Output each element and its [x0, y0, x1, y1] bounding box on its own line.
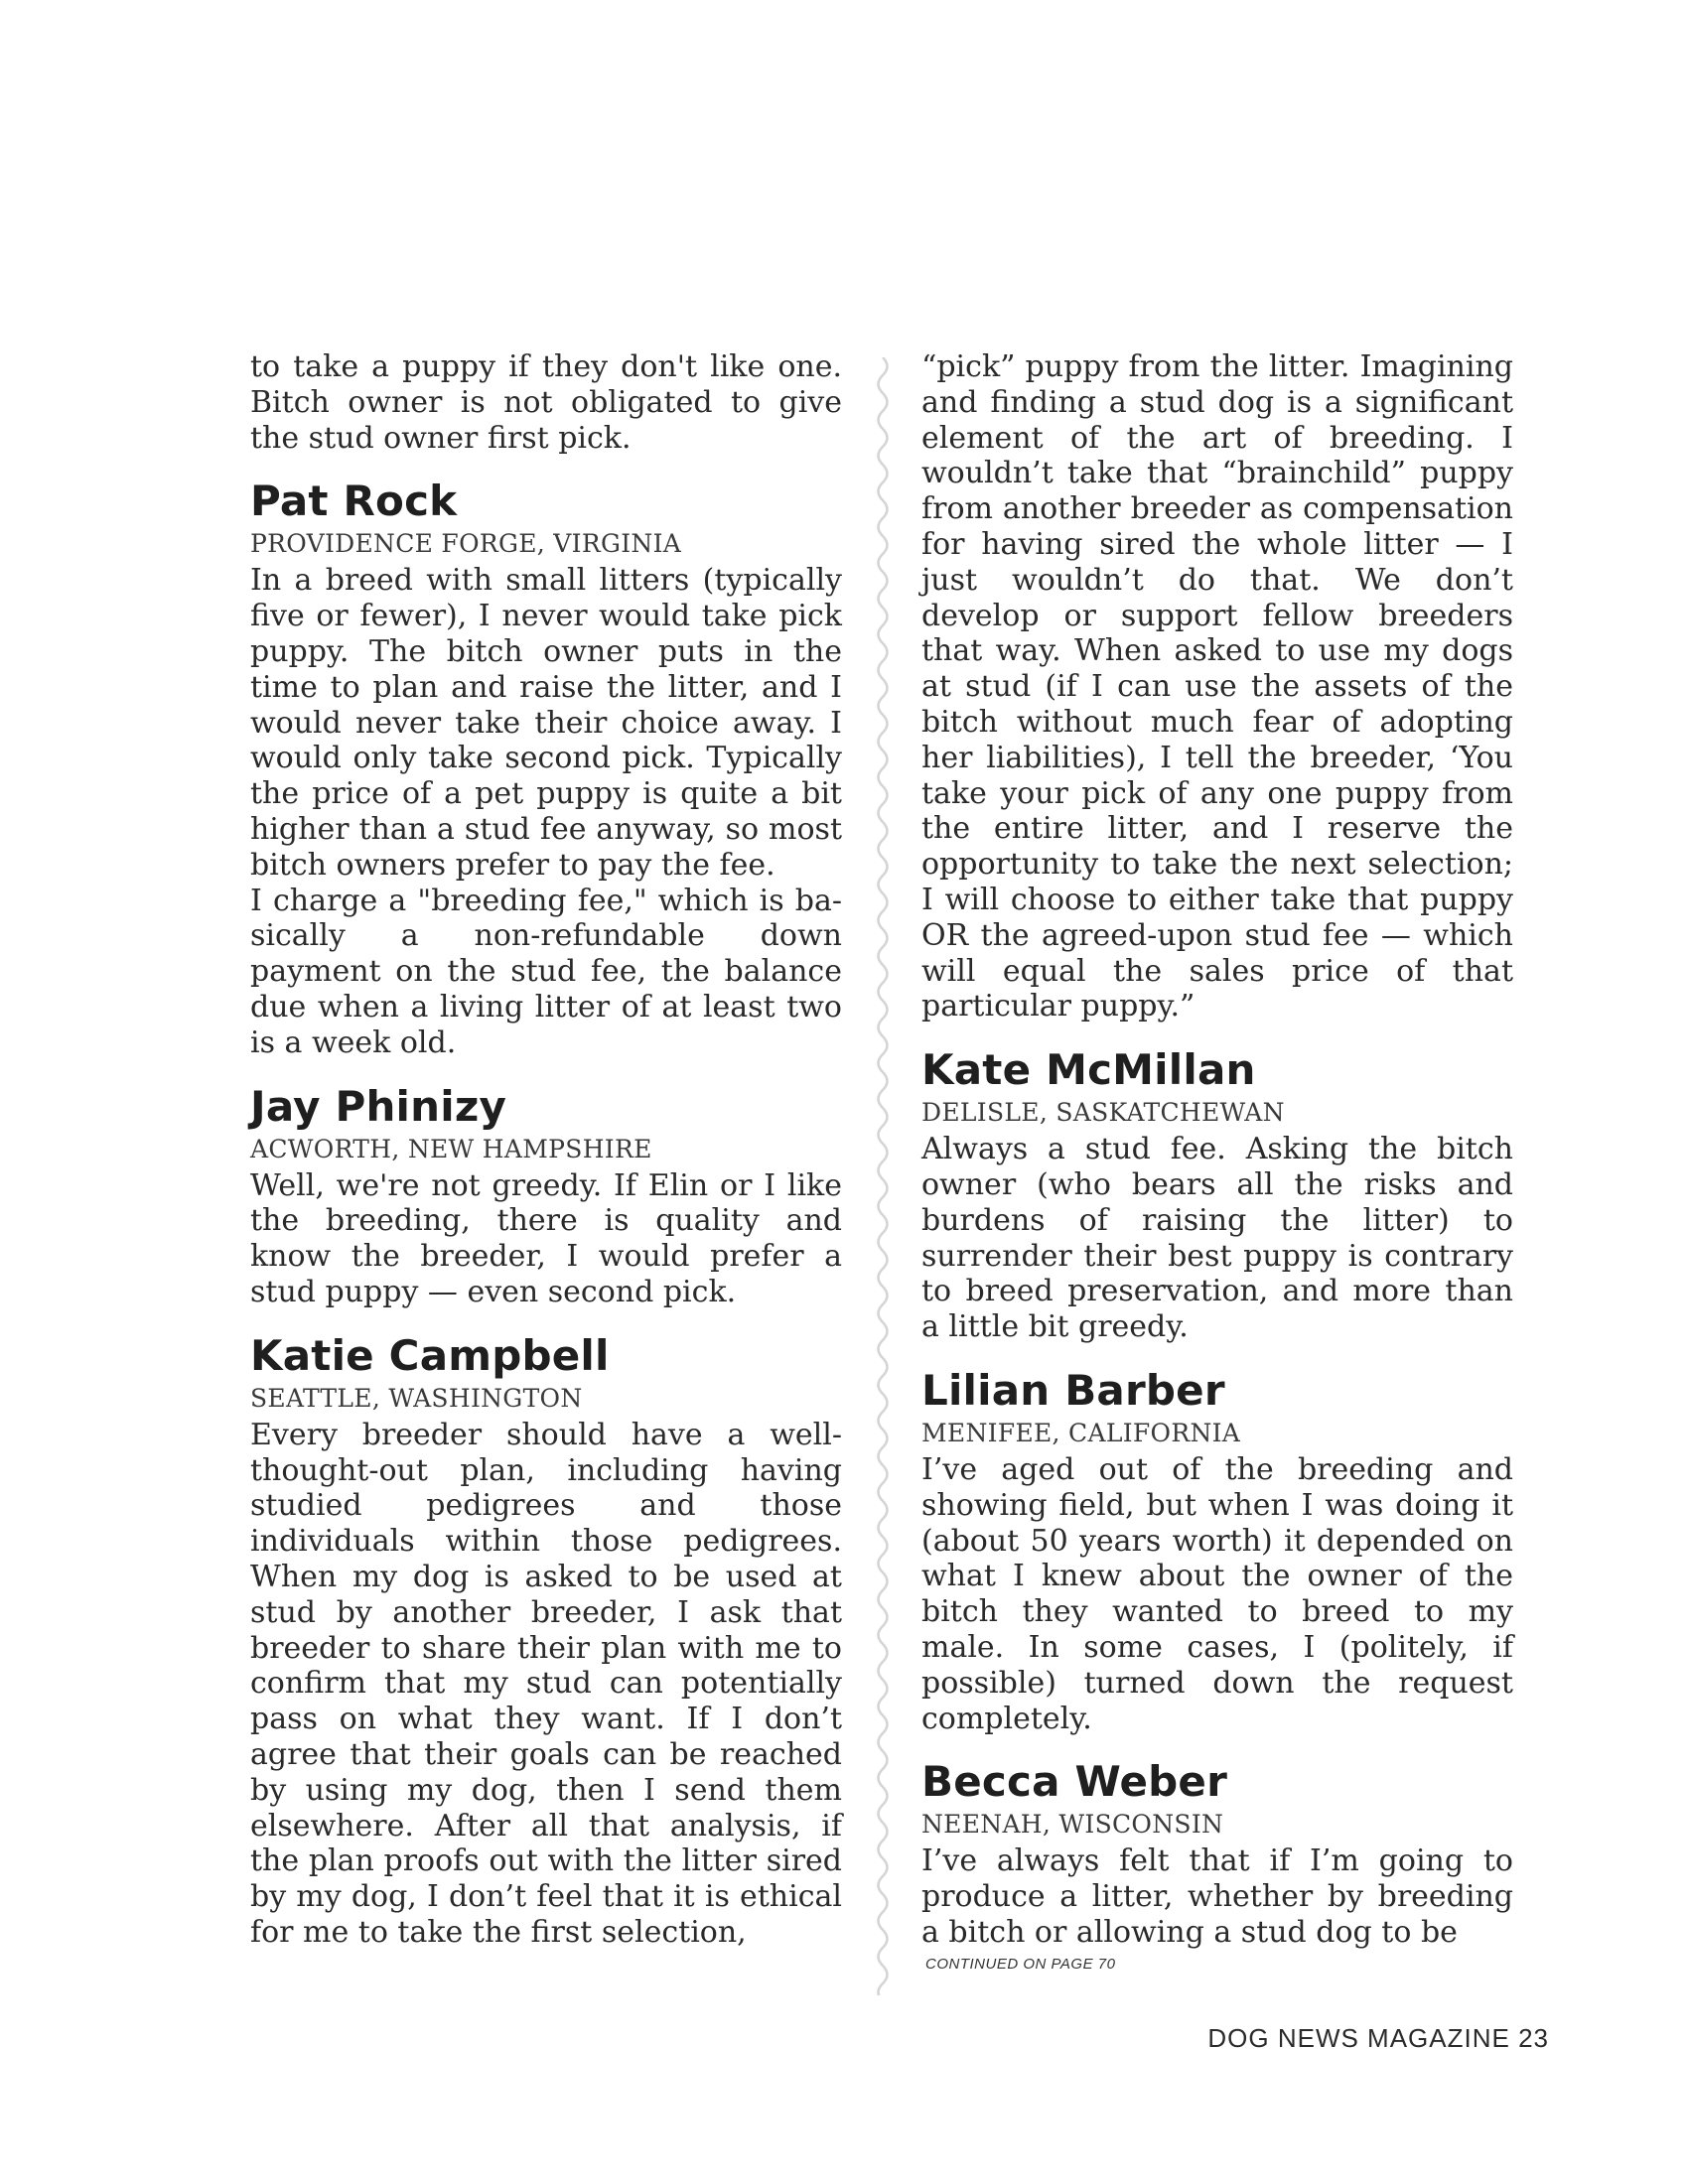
- entry-name: Katie Campbell: [250, 1330, 610, 1380]
- entry-paragraph: Well, we're not greedy. If Elin or I like the breeding, there is quality and know the breeder, I would prefer a stud puppy — even second pick.: [250, 1167, 842, 1309]
- entry-katie-campbell: [250, 1330, 842, 1951]
- entry-paragraph: Always a stud fee. Asking the bitch owner (who bears all the risks and burdens of raising the litter) to surrender their best puppy is contrary to breed preservation, and more than a little bit greedy.: [921, 1132, 1513, 1345]
- wavy-column-divider: [868, 357, 898, 1995]
- continued-note: CONTINUED ON PAGE 70: [925, 1955, 1116, 1973]
- entry-name: Becca Weber: [921, 1757, 1228, 1807]
- entry-kate-mcmillan: [921, 1044, 1513, 1345]
- entry-paragraph: I charge a "breeding fee," which is basically a non-refundable down payment on the stud fee, the balance due when a living litter of at least two is a week old.: [250, 883, 842, 1060]
- entry-location: MENIFEE, CALIFORNIA: [921, 1418, 1241, 1447]
- entry-becca-weber: [921, 1756, 1513, 1950]
- page-footer: DOG NEWS MAGAZINE 23: [1207, 2023, 1549, 2053]
- right-intro-paragraph: “pick” puppy from the litter. Imagining and finding a stud dog is a significant element of the art of breeding. I wouldn’t take that “brainchild” puppy from another breeder as compensation for having sired the whole litter — I just wouldn’t do that. We don’t develop or support fellow breeders that way. When asked to use my dogs at stud (if I can use the assets of the bitch without much fear of adopting her liabilities), I tell the breeder, ‘You take your pick of any one puppy from the entire litter, and I reserve the opportunity to take the next selection; I will choose to either take that puppy OR the agreed-upon stud fee — which will equal the sales price of that particular puppy.”: [921, 349, 1513, 1024]
- entry-name: Jay Phinizy: [250, 1081, 507, 1131]
- entry-name: Pat Rock: [250, 477, 458, 526]
- entry-location: NEENAH, WISCONSIN: [921, 1810, 1224, 1840]
- left-intro-paragraph: to take a puppy if they don't like one. Bitch owner is not obligated to give the stud owner first pick.: [250, 349, 842, 456]
- entry-paragraph: I’ve aged out of the breeding and showing field, but when I was doing it (about 50 years worth) it depended on what I knew about the owner of the bitch they wanted to breed to my male. In some cases, I (politely, if possible) turned down the request completely.: [921, 1451, 1513, 1736]
- entry-paragraph: Every breeder should have a well-thought-out plan, including having studied pedigrees and those individuals within those pedigrees. When my dog is asked to be used at stud by another breeder, I ask that breeder to share their plan with me to confirm that my stud can potentially pass on what they want. If I don’t agree that their goals can be reached by using my dog, then I send them elsewhere. After all that analysis, if the plan proofs out with the litter sired by my dog, I don’t feel that it is ethical for me to take the first selection,: [250, 1417, 842, 1950]
- entry-location: SEATTLE, WASHINGTON: [250, 1383, 583, 1413]
- entry-jay-phinizy: [250, 1081, 842, 1310]
- entry-lilian-barber: [921, 1365, 1513, 1736]
- entry-name: Kate McMillan: [921, 1045, 1256, 1095]
- entry-location: ACWORTH, NEW HAMPSHIRE: [250, 1134, 652, 1163]
- left-column: [250, 349, 842, 1951]
- entry-paragraph: I’ve always felt that if I’m going to produce a litter, whether by breeding a bitch or allowing a stud dog to be: [921, 1843, 1513, 1950]
- entry-location: PROVIDENCE FORGE, VIRGINIA: [250, 529, 682, 559]
- entry-location: DELISLE, SASKATCHEWAN: [921, 1098, 1285, 1128]
- right-column: [921, 349, 1513, 1975]
- entry-name: Lilian Barber: [921, 1365, 1225, 1415]
- entry-pat-rock: [250, 476, 842, 1060]
- entry-paragraph: In a breed with small litters (typically five or fewer), I never would take pick puppy. The bitch owner puts in the time to plan and raise the litter, and I would never take their choice away. I would only take second pick. Typically the price of a pet puppy is quite a bit higher than a stud fee anyway, so most bitch owners prefer to pay the fee.: [250, 563, 842, 883]
